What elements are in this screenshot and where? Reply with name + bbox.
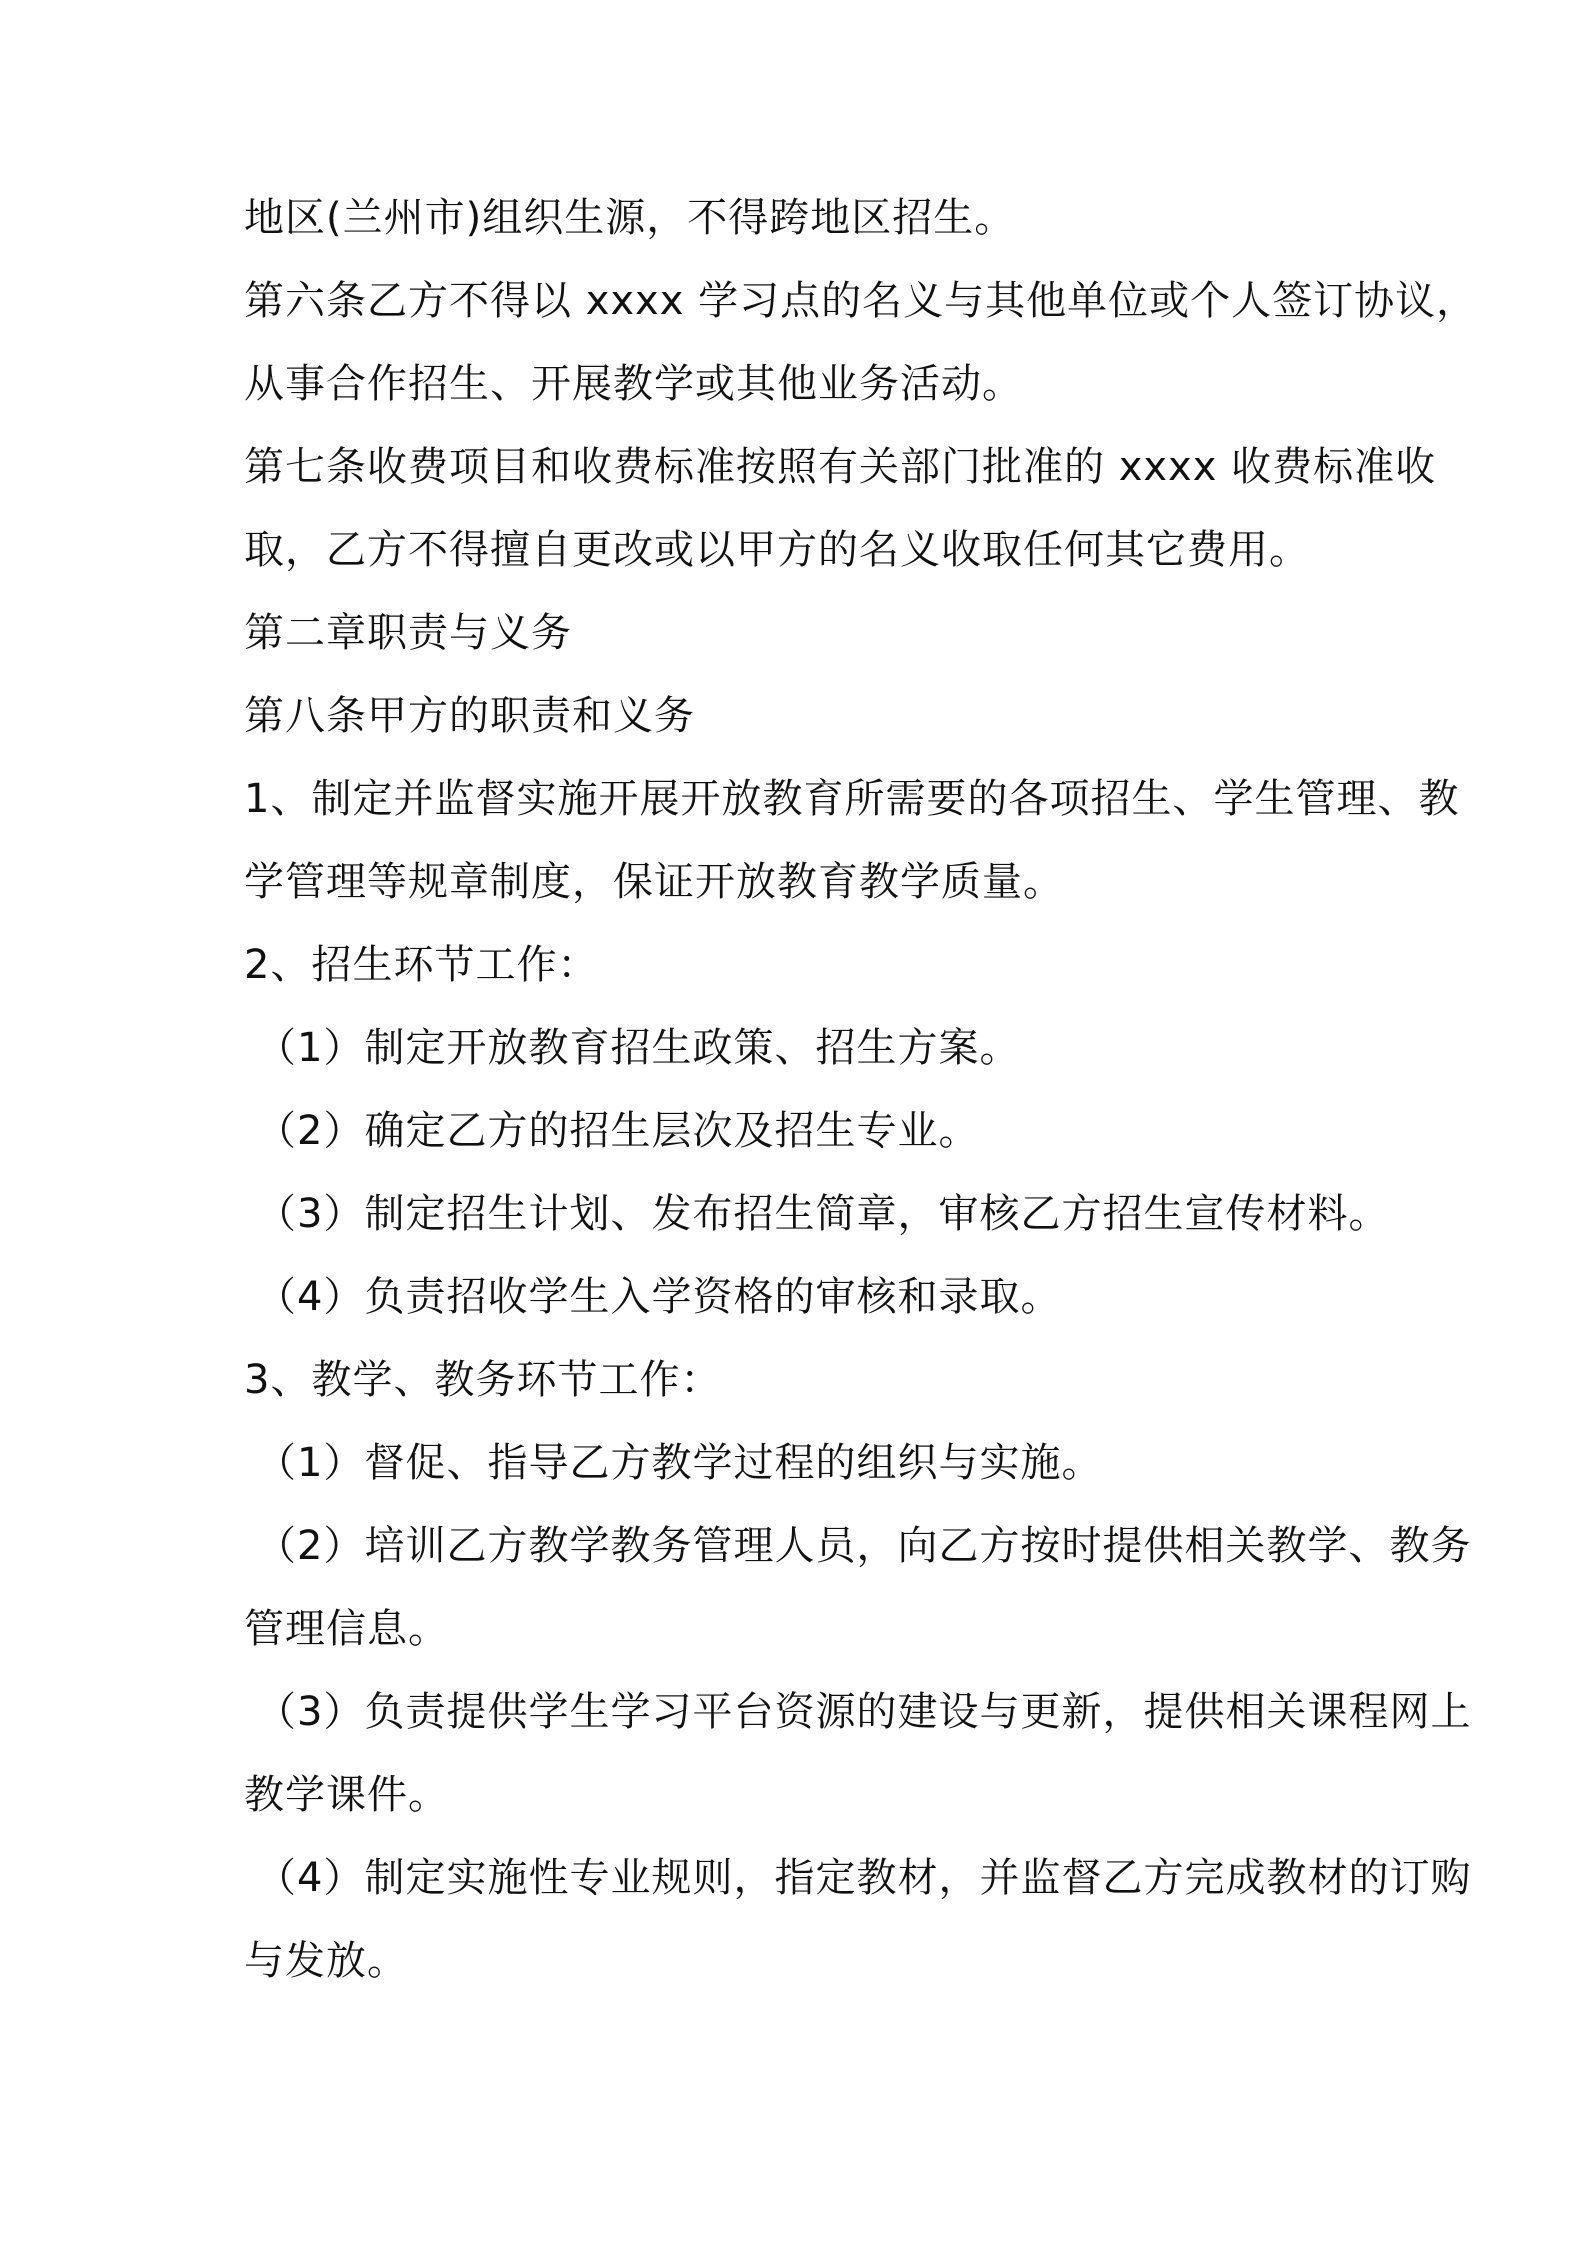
text-line: 第六条乙方不得以 xxxx 学习点的名义与其他单位或个人签订协议， [244,278,1478,324]
text-line: 管理信息。 [244,1606,449,1652]
list-item: （2）培训乙方教学教务管理人员，向乙方按时提供相关教学、教务 [256,1523,1472,1569]
section-heading: 3、教学、教务环节工作： [244,1357,722,1403]
article-heading: 第八条甲方的职责和义务 [244,693,695,739]
document-body [244,195,1478,1984]
text-line: 1、制定并监督实施开展开放教育所需要的各项招生、学生管理、教 [244,776,1460,822]
text-line: 学管理等规章制度，保证开放教育教学质量。 [244,859,1064,905]
list-item: （4）负责招收学生入学资格的审核和录取。 [256,1274,1062,1320]
text-line: 与发放。 [244,1938,408,1984]
text-line: 教学课件。 [244,1772,449,1818]
list-item: （3）制定招生计划、发布招生简章，审核乙方招生宣传材料。 [256,1191,1390,1237]
text-line: 取，乙方不得擅自更改或以甲方的名义收取任何其它费用。 [244,527,1310,573]
text-line: 第七条收费项目和收费标准按照有关部门批准的 xxxx 收费标准收 [244,444,1437,490]
text-line: 从事合作招生、开展教学或其他业务活动。 [244,361,1023,407]
list-item: （4）制定实施性专业规则，指定教材，并监督乙方完成教材的订购 [256,1855,1472,1901]
list-item: （2）确定乙方的招生层次及招生专业。 [256,1108,980,1154]
list-item: （1）制定开放教育招生政策、招生方案。 [256,1025,1021,1071]
chapter-heading: 第二章职责与义务 [244,610,572,656]
section-heading: 2、招生环节工作： [244,942,599,988]
list-item: （1）督促、指导乙方教学过程的组织与实施。 [256,1440,1103,1486]
list-item: （3）负责提供学生学习平台资源的建设与更新，提供相关课程网上 [256,1689,1472,1735]
text-line: 地区(兰州市)组织生源，不得跨地区招生。 [244,195,1016,241]
